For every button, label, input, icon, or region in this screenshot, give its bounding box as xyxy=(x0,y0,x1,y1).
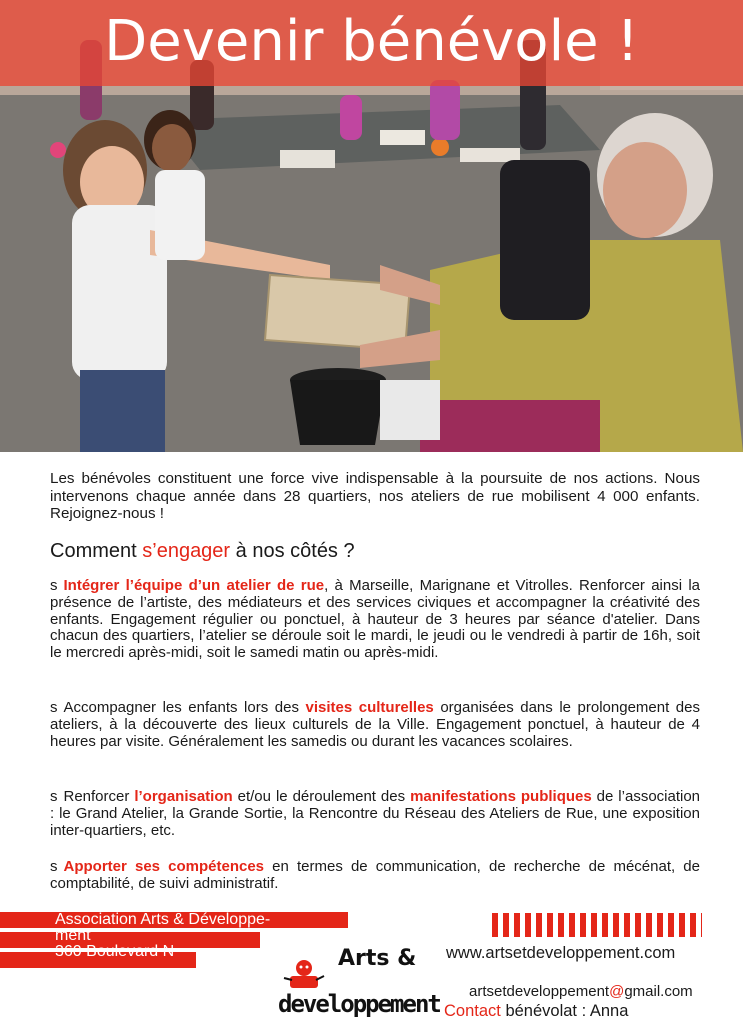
item-text: de l’association : le Grand Atelier, la Grande Sortie, la Rencontre du Réseau des Ateliers de Rue, une exposition inter-quartiers, etc. xyxy=(50,788,701,839)
item-highlight: l’organisation xyxy=(134,788,233,805)
section-heading xyxy=(50,538,700,564)
item-before: Accompagner les enfants lors des xyxy=(63,699,306,716)
bullet: s xyxy=(50,788,58,805)
logo-developpement-text: developpement xyxy=(278,990,440,1018)
hero-photo xyxy=(0,0,743,452)
item-highlight: Intégrer l’équipe d’un atelier de rue xyxy=(63,577,325,594)
section-heading-before: Comment xyxy=(50,540,143,562)
item-before: Renforcer xyxy=(63,788,135,805)
bullet: s xyxy=(50,577,58,594)
email-domain: gmail.com xyxy=(624,983,693,1000)
email-at: @ xyxy=(609,983,625,1000)
list-item-competences xyxy=(50,859,700,893)
item-highlight: Apporter ses compétences xyxy=(63,858,265,875)
contact-label: Contact xyxy=(444,1002,501,1020)
bullet: s xyxy=(50,699,58,716)
bullet: s xyxy=(50,858,58,875)
email-user: artsetdeveloppement xyxy=(469,983,610,1000)
contact-line xyxy=(444,1002,628,1021)
website-link[interactable]: www.artsetdeveloppement.com xyxy=(446,944,676,962)
page-title: Devenir bénévole ! xyxy=(104,9,639,74)
arts-developpement-logo xyxy=(278,946,438,1024)
email-link[interactable] xyxy=(469,983,693,1000)
logo-arts-text: Arts & xyxy=(338,946,417,971)
list-item-visites xyxy=(50,700,700,750)
section-heading-highlight: s’engager xyxy=(142,540,231,562)
intro-paragraph: Les bénévoles constituent une force vive indispensable à la poursuite de nos actions. Nous intervenons chaque année dans 28 quartiers, nos ateliers de rue mobilisent 4 000 enfants. Rejoignez-nous ! xyxy=(50,470,700,522)
list-item-atelier xyxy=(50,578,700,662)
item-highlight-2: manifestations publiques xyxy=(410,788,592,805)
item-text: en termes de communication, de recherche de mécénat, de comptabilité, de suivi administratif. xyxy=(50,858,700,892)
list-item-organisation xyxy=(50,789,700,839)
item-text: organisées dans le prolongement des ateliers, à la découverte des lieux culturels de la Ville. Engagement ponctuel, à hauteur de 4 heures par visite. Généralement les samedis ou durant les vacances scolaires. xyxy=(50,699,700,750)
association-address: Association Arts & Développe- ment 360 Boulevard N xyxy=(55,911,271,960)
item-middle: et/ou le déroulement des xyxy=(232,788,411,805)
section-heading-after: à nos côtés ? xyxy=(230,540,355,562)
decorative-stripes xyxy=(492,913,702,937)
contact-rest: bénévolat : Anna xyxy=(500,1002,629,1020)
item-highlight: visites culturelles xyxy=(305,699,434,716)
item-text: , à Marseille, Marignane et Vitrolles. Renforcer ainsi la présence de l’artiste, des médiateurs et des services civiques et accompagner la créativité des enfants. Engagement régulier ou ponctuel, à hauteur de 3 heures par séance d'atelier. Dans chacun des quartiers, l’atelier se déroule soit le mardi, le jeudi ou le vendredi à partir de 16h, soit le mercredi après-midi, soit le samedi matin ou après-midi. xyxy=(50,577,700,662)
